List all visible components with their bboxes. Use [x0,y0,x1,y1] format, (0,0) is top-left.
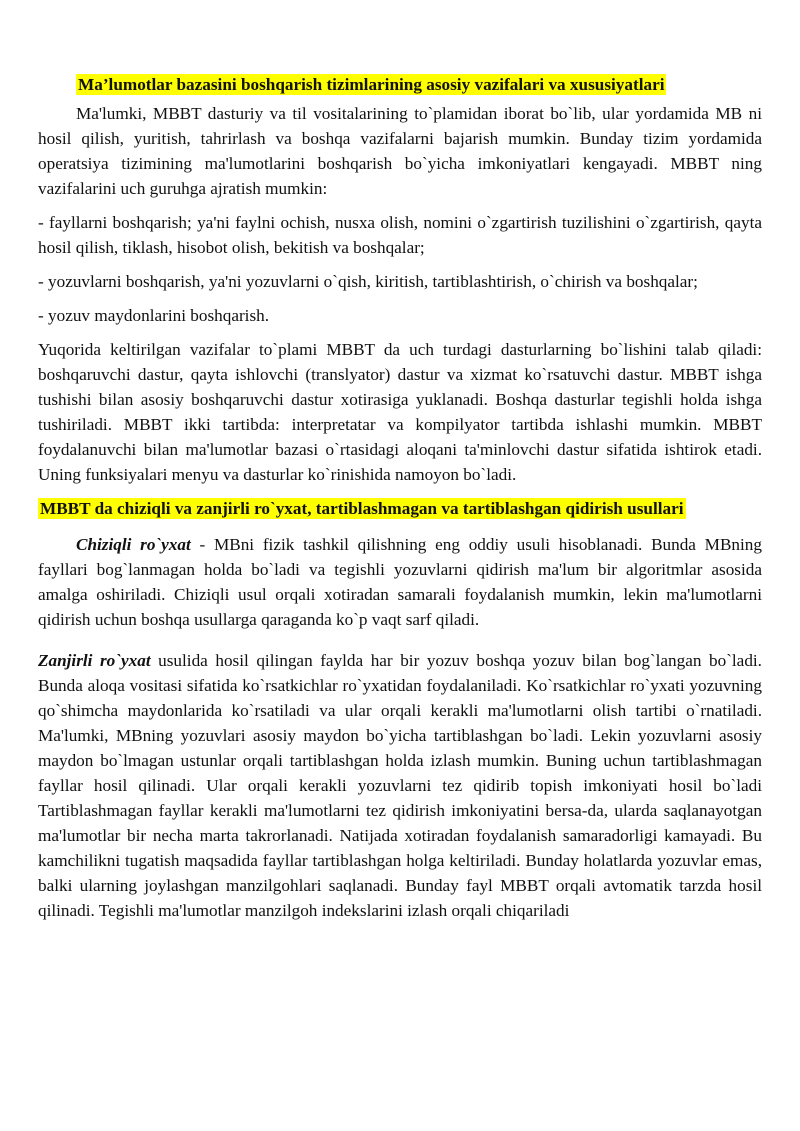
list-item-fields: - yozuv maydonlarini boshqarish. [38,306,270,325]
list-item-files: - fayllarni boshqarish; ya'ni faylni ochish, nusxa olish, nomini o`zgartirish tuzilishini o`zgartirish, qayta hosil qilish, tiklash, hisobot olish, bekitish va boshqalar; [38,213,762,257]
list-item-records: - yozuvlarni boshqarish, ya'ni yozuvlarni o`qish, kiritish, tartiblashtirish, o`chirish va boshqalar; [38,272,698,291]
chained-list-text: usulida hosil qilingan faylda har bir yozuv boshqa yozuv bilan bog`langan bo`ladi. Bunda aloqa vositasi sifatida ko`rsatkichlar ro`yxatidan foydalaniladi. Ko`rsatkichlar ro`yxati yozuvning qo`shimcha maydonlarida ko`rsatiladi va ular orqali kerakli ma'lumotlarni olish tartibi o`rnatiladi. Ma'lumki, MBning yozuvlari asosiy maydon bo`yicha tartiblashgan bo`ladi. Lekin yozuvlarni asosiy maydon bo`lmagan ustunlar orqali tartiblashgan holda izlash mumkin. Buning uchun tartiblashmagan fayllar hosil qilinadi. Ular orqali kerakli yozuvlarni tez qidirib topish imkoniyati hosil bo`ladi Tartiblashmagan fayllar kerakli ma'lumotlarni tez qidirish imkoniyatini bersa-da, ularda saqlanayotgan ma'lumotlar bir necha marta takrorlanadi. Natijada xotiradan foydalanish samaradorligi kamayadi. Bu kamchilikni tugatish maqsadida fayllar tartiblashgan holga keltiriladi. Bunday holatlarda yozuvlar emas, balki ularning joylashgan manzilgohlari saqlanadi. Bunday fayl MBBT orqali avtomatik tarzda hosil qilinadi. Tegishli ma'lumotlar manzilgoh indekslarini izlash orqali chiqariladi [38,651,762,920]
highlighted-title-text: Ma’lumotlar bazasini boshqarish tizimlarining asosiy vazifalari va xususiyatlari [78,75,665,94]
term-linear-list: Chiziqli ro`yxat [76,535,191,554]
intro-paragraph: Ma'lumki, MBBT dasturiy va til vositalarining to`plamidan iborat bo`lib, ular yordamida MB ni hosil qilish, yuritish, tahrirlash va boshqa vazifalarni bajarish mumkin. Bunday tizim yordamida operatsiya tizimining ma'lumotlarini boshqarish bo`yicha imkoniyatlari kengayadi. MBBT ning vazifalarini uch guruhga ajratish mumkin: [38,104,762,198]
section-title-dbms-functions [38,72,762,98]
linear-list-paragraph [38,532,762,632]
term-chained-list: Zanjirli ro`yxat [38,651,151,670]
highlighted-title-text: MBBT da chiziqli va zanjirli ro`yxat, tartiblashmagan va tartiblashgan qidirish usullari [40,499,684,518]
chained-list-paragraph [38,648,762,923]
linear-list-text: - MBni fizik tashkil qilishning eng oddiy usuli hisoblanadi. Bunda MBning fayllari bog`lanmagan holda bo`ladi va tegishli yozuvlarni qidirish ma'lum bir algoritmlar asosida amalga oshiriladi. Chiziqli usul orqali xotiradan samarali foydalanish mumkin, lekin ma'lumotlarni qidirish uchun boshqa usullarga qaraganda ko`p vaqt sarf qiladi. [38,535,762,629]
section-title-search-methods [38,496,762,522]
conclusion-paragraph: Yuqorida keltirilgan vazifalar to`plami MBBT da uch turdagi dasturlarning bo`lishini talab qiladi: boshqaruvchi dastur, qayta ishlovchi (translyator) dastur va xizmat ko`rsatuvchi dastur. MBBT ishga tushishi bilan asosiy boshqaruvchi dastur xotirasiga yuklanadi. Boshqa dasturlar tegishli holda ishga tushiriladi. MBBT ikki tartibda: interpretatar va kompilyator tartibda ishlashi mumkin. MBBT foydalanuvchi bilan ma'lumotlar bazasi o`rtasidagi aloqani ta'minlovchi dastur sifatida ishtirok etadi. Uning funksiyalari menyu va dasturlar ko`rinishida namoyon bo`ladi. [38,340,762,484]
